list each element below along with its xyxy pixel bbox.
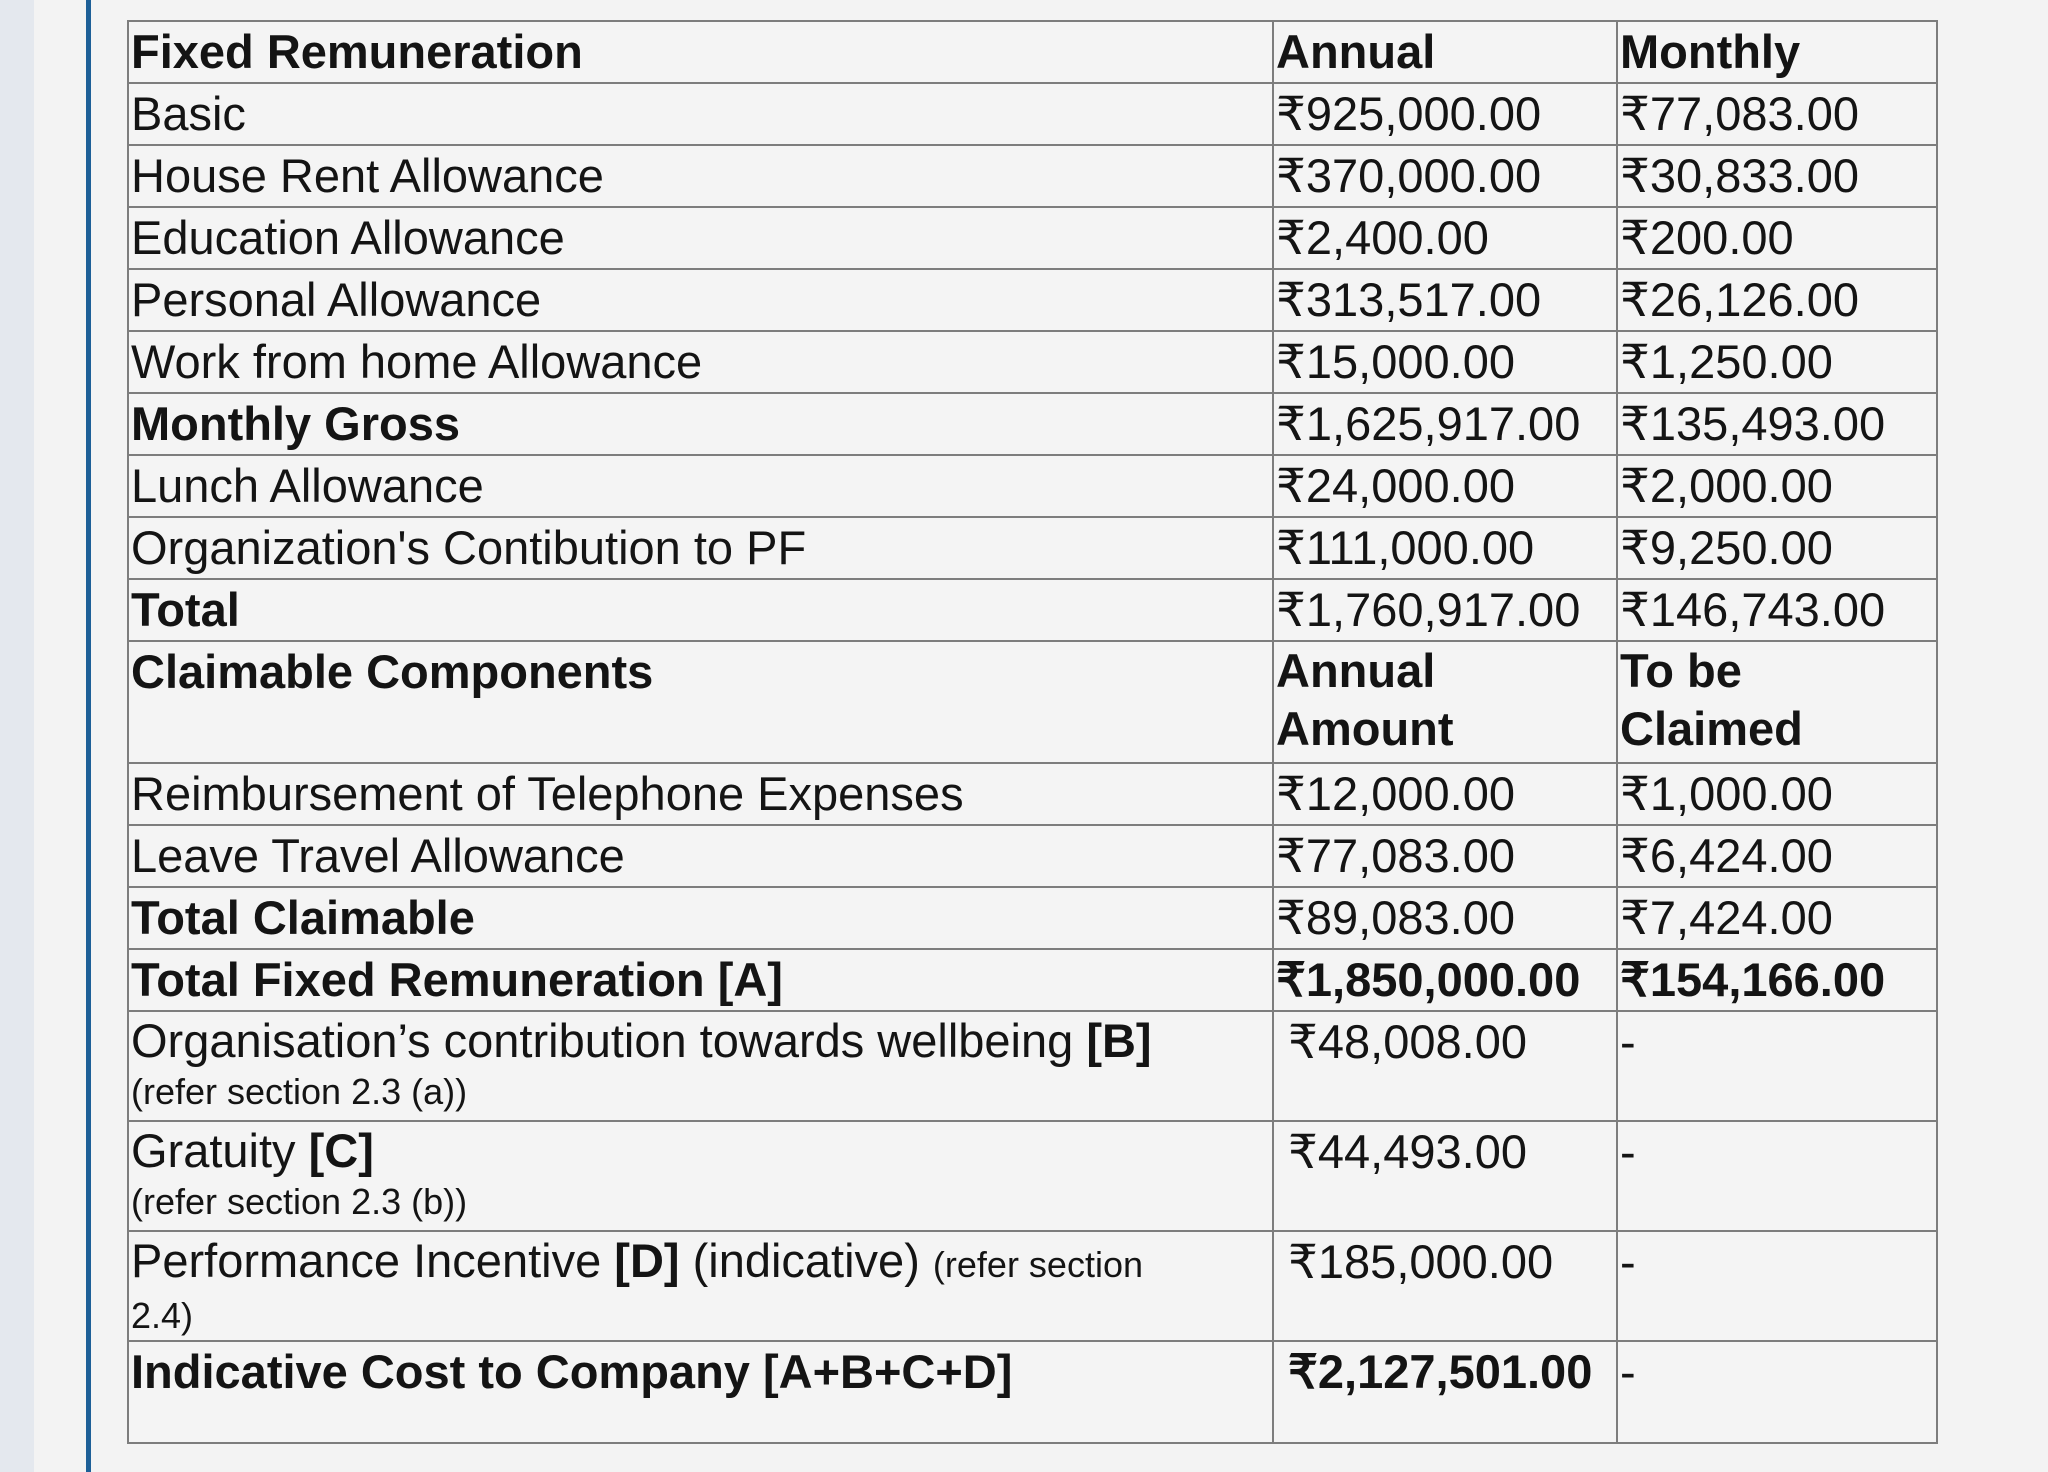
row-label	[128, 1121, 1273, 1231]
row-monthly: ₹1,250.00	[1617, 331, 1937, 393]
row-annual: ₹1,850,000.00	[1273, 949, 1617, 1011]
row-label: Lunch Allowance	[128, 455, 1273, 517]
table-row-subtotal	[128, 393, 1937, 455]
row-label-text: Organisation’s contribution towards wellbeing	[131, 1014, 1074, 1067]
row-monthly: ₹146,743.00	[1617, 579, 1937, 641]
ctc-label: Indicative Cost to Company [A+B+C+D]	[128, 1341, 1273, 1443]
row-label-code: [C]	[308, 1124, 374, 1177]
row-annual: ₹15,000.00	[1273, 331, 1617, 393]
row-label: Leave Travel Allowance	[128, 825, 1273, 887]
row-annual: ₹1,760,917.00	[1273, 579, 1617, 641]
left-gutter	[0, 0, 34, 1472]
table-row-total-fixed	[128, 949, 1937, 1011]
row-annual: ₹111,000.00	[1273, 517, 1617, 579]
claimable-header-annual-line2: Amount	[1276, 702, 1454, 755]
claimable-header-component: Claimable Components	[128, 641, 1273, 763]
claimable-header-claim-line2: Claimed	[1620, 702, 1803, 755]
row-annual: ₹48,008.00	[1273, 1011, 1617, 1121]
row-annual: ₹1,625,917.00	[1273, 393, 1617, 455]
row-label	[128, 1231, 1273, 1341]
claimable-header-claim	[1617, 641, 1937, 763]
table-row-total	[128, 887, 1937, 949]
row-annual: ₹89,083.00	[1273, 887, 1617, 949]
table-row-extra	[128, 1231, 1937, 1341]
row-label: Reimbursement of Telephone Expenses	[128, 763, 1273, 825]
row-monthly: ₹30,833.00	[1617, 145, 1937, 207]
row-monthly: -	[1617, 1121, 1937, 1231]
row-monthly: ₹6,424.00	[1617, 825, 1937, 887]
row-annual: ₹925,000.00	[1273, 83, 1617, 145]
header-annual: Annual	[1273, 21, 1617, 83]
row-monthly: ₹135,493.00	[1617, 393, 1937, 455]
row-label-main	[131, 1232, 1270, 1294]
table-row	[128, 145, 1937, 207]
table-row-extra	[128, 1011, 1937, 1121]
table-row-ctc	[128, 1341, 1937, 1443]
row-annual: ₹2,400.00	[1273, 207, 1617, 269]
table-row	[128, 331, 1937, 393]
header-monthly: Monthly	[1617, 21, 1937, 83]
table-row-extra	[128, 1121, 1937, 1231]
row-monthly: ₹1,000.00	[1617, 763, 1937, 825]
table-row	[128, 825, 1937, 887]
row-label-note: (refer section 2.3 (a))	[131, 1071, 468, 1112]
table-row	[128, 763, 1937, 825]
row-label-code: [B]	[1086, 1014, 1152, 1067]
row-label: Monthly Gross	[128, 393, 1273, 455]
row-label: Basic	[128, 83, 1273, 145]
row-annual: ₹185,000.00	[1273, 1231, 1617, 1341]
remuneration-table	[127, 20, 1938, 1444]
row-monthly: -	[1617, 1011, 1937, 1121]
row-monthly: ₹7,424.00	[1617, 887, 1937, 949]
row-label-suffix: (indicative)	[692, 1234, 920, 1287]
table-row	[128, 269, 1937, 331]
row-label-main	[131, 1122, 1270, 1180]
table-row	[128, 207, 1937, 269]
row-label-note: (refer section 2.3 (b))	[131, 1181, 468, 1222]
table-row	[128, 83, 1937, 145]
row-monthly: ₹154,166.00	[1617, 949, 1937, 1011]
ctc-annual: ₹2,127,501.00	[1273, 1341, 1617, 1443]
row-annual: ₹12,000.00	[1273, 763, 1617, 825]
row-monthly: ₹2,000.00	[1617, 455, 1937, 517]
row-monthly: ₹9,250.00	[1617, 517, 1937, 579]
row-annual: ₹370,000.00	[1273, 145, 1617, 207]
row-label: Personal Allowance	[128, 269, 1273, 331]
claimable-header-claim-line1: To be	[1620, 644, 1742, 697]
row-label	[128, 1011, 1273, 1121]
row-label: Total Claimable	[128, 887, 1273, 949]
row-label: Total	[128, 579, 1273, 641]
row-label: Education Allowance	[128, 207, 1273, 269]
row-label: Total Fixed Remuneration [A]	[128, 949, 1273, 1011]
claimable-header-annual-line1: Annual	[1276, 644, 1436, 697]
row-annual: ₹44,493.00	[1273, 1121, 1617, 1231]
row-label-text: Gratuity	[131, 1124, 296, 1177]
row-monthly: -	[1617, 1231, 1937, 1341]
ctc-monthly: -	[1617, 1341, 1937, 1443]
header-component: Fixed Remuneration	[128, 21, 1273, 83]
table-row	[128, 517, 1937, 579]
row-annual: ₹313,517.00	[1273, 269, 1617, 331]
row-label-main	[131, 1012, 1270, 1070]
row-monthly: ₹26,126.00	[1617, 269, 1937, 331]
row-annual: ₹24,000.00	[1273, 455, 1617, 517]
row-label: Work from home Allowance	[128, 331, 1273, 393]
row-label: House Rent Allowance	[128, 145, 1273, 207]
row-label-code: [D]	[614, 1234, 680, 1287]
row-label-note: 2.4)	[131, 1295, 194, 1336]
table-row-total	[128, 579, 1937, 641]
row-label: Organization's Contibution to PF	[128, 517, 1273, 579]
table-header-row	[128, 21, 1937, 83]
row-label-text: Performance Incentive	[131, 1234, 602, 1287]
row-label-note-inline: (refer section	[932, 1244, 1143, 1285]
row-monthly: ₹77,083.00	[1617, 83, 1937, 145]
left-border-rule	[86, 0, 91, 1472]
claimable-header-row	[128, 641, 1937, 763]
row-monthly: ₹200.00	[1617, 207, 1937, 269]
row-annual: ₹77,083.00	[1273, 825, 1617, 887]
claimable-header-annual	[1273, 641, 1617, 763]
table-row	[128, 455, 1937, 517]
